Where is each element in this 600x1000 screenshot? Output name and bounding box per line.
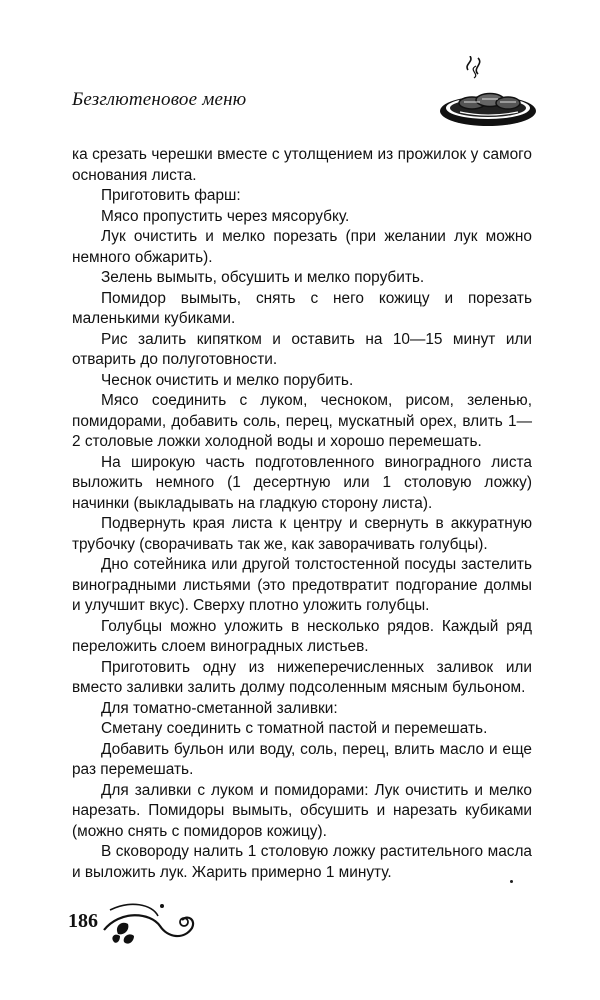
paragraph: В сковороду налить 1 столовую ложку растительного масла и выложить лук. Жарить примерно 1 минуту. <box>72 843 532 881</box>
paragraph: Приготовить одну из нижеперечисленных заливок или вместо заливки залить долму подсоленным мясным бульоном. <box>72 658 532 696</box>
paragraph: Мясо соединить с луком, чесноком, рисом, зеленью, помидорами, добавить соль, перец, мускатный орех, влить 1—2 столовые ложки холодной воды и хорошо перемешать. <box>72 392 532 450</box>
paragraph: Зелень вымыть, обсушить и мелко порубить. <box>101 269 425 286</box>
dish-with-food-icon <box>438 56 538 136</box>
paragraph: Добавить бульон или воду, соль, перец, влить масло и еще раз перемешать. <box>72 740 532 778</box>
paragraph: Голубцы можно уложить в несколько рядов. Каждый ряд переложить слоем виноградных листьев. <box>72 617 532 655</box>
paragraph: Чеснок очистить и мелко порубить. <box>101 371 354 389</box>
running-header-title: Безглютеновое меню <box>72 89 247 110</box>
paragraph: Лук очистить и мелко порезать (при желании лук можно немного обжарить). <box>72 228 532 266</box>
paragraph: Для томатно-сметанной заливки: <box>101 699 338 717</box>
paragraph: Сметану соединить с томатной пастой и перемешать. <box>101 720 488 737</box>
paragraph: На широкую часть подготовленного виноградного листа выложить немного (1 десертную или 1 столовую ложку) начинки (выкладывать на гладкую сторону листа). <box>72 453 532 512</box>
paragraph: Для заливки с луком и помидорами: Лук очистить и мелко нарезать. Помидоры вымыть, обсушить и нарезать кубиками (можно снять с помидоров кожицу). <box>72 781 532 840</box>
page-number: 186 <box>68 910 98 932</box>
floral-ornament-icon <box>100 890 200 950</box>
paragraph: Дно сотейника или другой толстостенной посуды застелить виноградными листьями (это предотвратит подгорание долмы и улучшит вкус). Сверху плотно уложить голубцы. <box>72 556 532 614</box>
paragraph: Рис залить кипятком и оставить на 10—15 минут или отварить до полуготовности. <box>72 330 532 368</box>
recipe-body-text <box>72 145 532 883</box>
paragraph: Помидор вымыть, снять с него кожицу и порезать маленькими кубиками. <box>72 289 532 327</box>
paragraph-continuation: ка срезать черешки вместе с утолщением из прожилок у самого основания листа. <box>72 146 532 184</box>
paragraph: Подвернуть края листа к центру и свернуть в аккуратную трубочку (сворачивать так же, как заворачивать голубцы). <box>72 515 532 553</box>
paragraph: Мясо пропустить через мясорубку. <box>101 207 350 225</box>
paragraph: Приготовить фарш: <box>101 187 241 204</box>
print-speck <box>510 880 513 883</box>
